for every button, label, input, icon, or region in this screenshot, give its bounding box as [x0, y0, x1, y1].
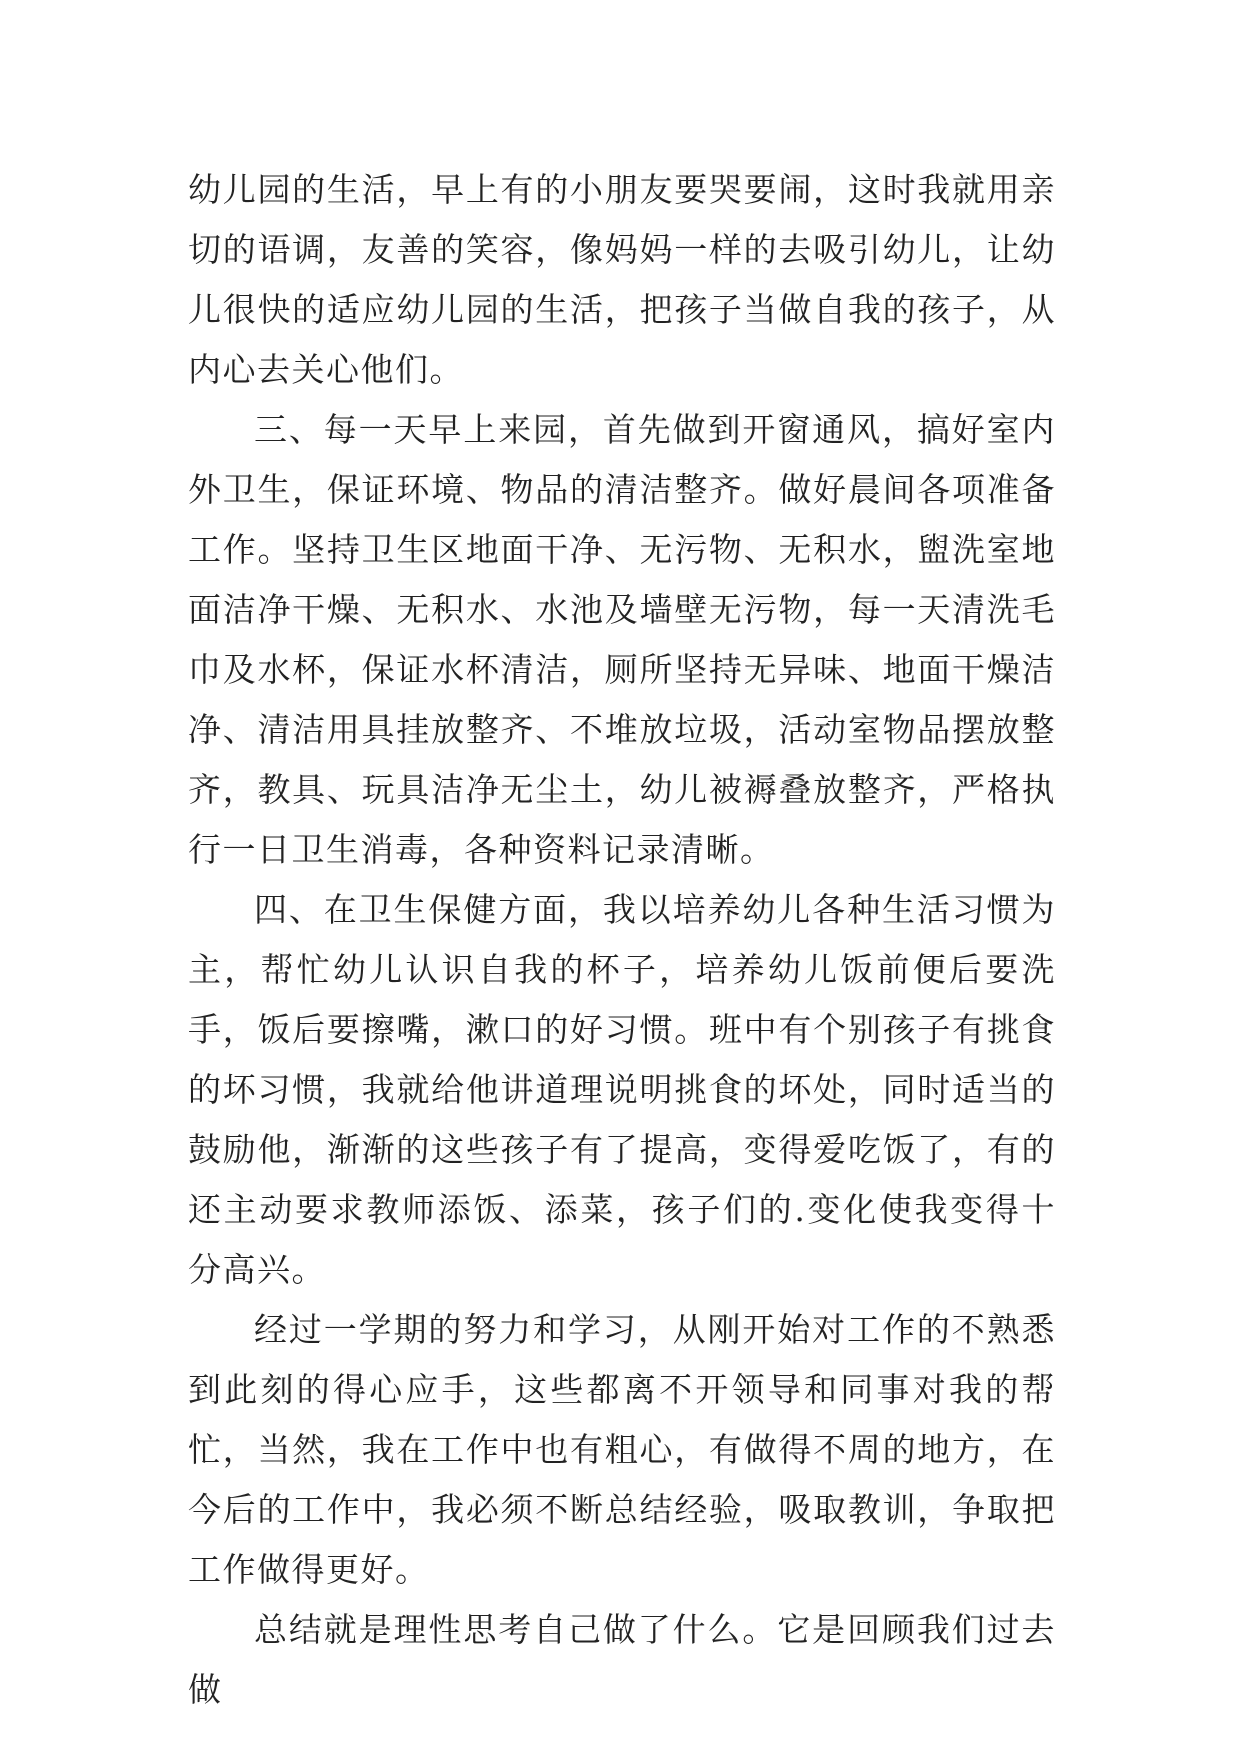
paragraph: 幼儿园的生活，早上有的小朋友要哭要闹，这时我就用亲切的语调，友善的笑容，像妈妈一样的去吸引幼儿，让幼儿很快的适应幼儿园的生活，把孩子当做自我的孩子，从内心去关心他们。 [188, 170, 1056, 389]
paragraph: 四、在卫生保健方面，我以培养幼儿各种生活习惯为主，帮忙幼儿认识自我的杯子，培养幼儿饭前便后要洗手，饭后要擦嘴，漱口的好习惯。班中有个别孩子有挑食的坏习惯，我就给他讲道理说明挑食的坏处，同时适当的鼓励他，渐渐的这些孩子有了提高，变得爱吃饭了，有的还主动要求教师添饭、添菜，孩子们的.变化使我变得十分高兴。 [188, 890, 1056, 1289]
paragraph: 三、每一天早上来园，首先做到开窗通风，搞好室内外卫生，保证环境、物品的清洁整齐。做好晨间各项准备工作。坚持卫生区地面干净、无污物、无积水，盥洗室地面洁净干燥、无积水、水池及墙壁无污物，每一天清洗毛巾及水杯，保证水杯清洁，厕所坚持无异味、地面干燥洁净、清洁用具挂放整齐、不堆放垃圾，活动室物品摆放整齐，教具、玩具洁净无尘土，幼儿被褥叠放整齐，严格执行一日卫生消毒，各种资料记录清晰。 [188, 410, 1056, 869]
document-body [188, 160, 1056, 1720]
paragraph: 总结就是理性思考自己做了什么。它是回顾我们过去做 [188, 1610, 1056, 1709]
paragraph: 经过一学期的努力和学习，从刚开始对工作的不熟悉到此刻的得心应手，这些都离不开领导和同事对我的帮忙，当然，我在工作中也有粗心，有做得不周的地方，在今后的工作中，我必须不断总结经验，吸取教训，争取把工作做得更好。 [188, 1310, 1056, 1589]
